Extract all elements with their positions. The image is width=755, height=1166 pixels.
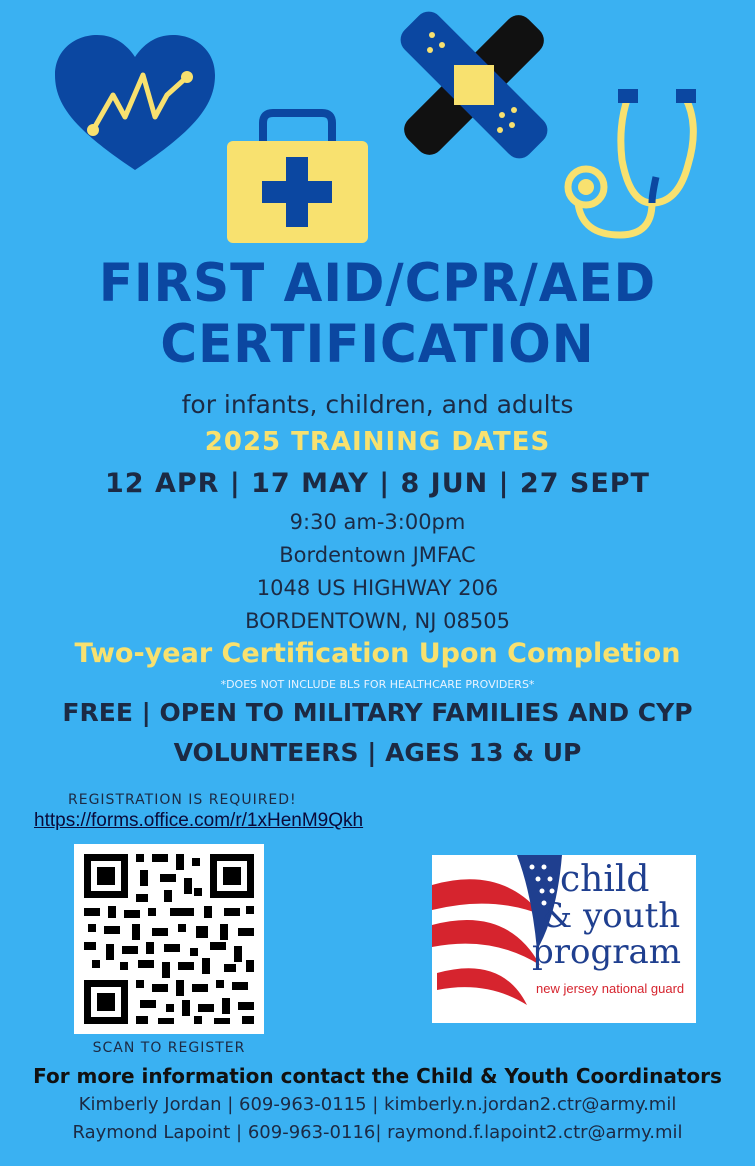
disclaimer: *DOES NOT INCLUDE BLS FOR HEALTHCARE PROVIDERS* (220, 678, 535, 691)
venue: Bordentown JMFAC (279, 543, 476, 567)
registration-note: REGISTRATION IS REQUIRED! (68, 792, 297, 808)
title-line-2: CERTIFICATION (160, 313, 595, 375)
qr-caption: SCAN TO REGISTER (92, 1040, 246, 1056)
training-heading: 2025 TRAINING DATES (204, 427, 551, 457)
first-aid-kit-icon (225, 105, 370, 245)
logo-line-3: program (532, 932, 682, 972)
qr-code-image (74, 844, 264, 1034)
registration-link[interactable]: https://forms.office.com/r/1xHenM9Qkh (34, 810, 364, 831)
subtitle: for infants, children, and adults (181, 390, 574, 419)
contact-heading: For more information contact the Child & Youth Coordinators (33, 1064, 722, 1088)
address: 1048 US HIGHWAY 206 (256, 576, 499, 600)
stethoscope-icon (560, 85, 720, 250)
bandage-icon (392, 5, 557, 165)
time: 9:30 am-3:00pm (289, 510, 466, 534)
contact-kimberly: Kimberly Jordan | 609-963-0115 | kimberly.n.jordan2.ctr@army.mil (78, 1094, 677, 1115)
eligibility-line-1: FREE | OPEN TO MILITARY FAMILIES AND CYP (62, 698, 693, 727)
training-dates: 12 APR | 17 MAY | 8 JUN | 27 SEPT (105, 468, 650, 499)
qr-code[interactable] (74, 844, 264, 1034)
eligibility-line-2: VOLUNTEERS | AGES 13 & UP (173, 738, 582, 767)
contact-raymond: Raymond Lapoint | 609-963-0116| raymond.f.lapoint2.ctr@army.mil (72, 1122, 683, 1143)
cyp-logo (432, 855, 696, 1023)
heart-monitor-icon (55, 35, 215, 175)
logo-line-2: & youth (542, 896, 681, 936)
logo-line-1: child (560, 859, 650, 900)
city: BORDENTOWN, NJ 08505 (245, 609, 510, 633)
certification-note: Two-year Certification Upon Completion (74, 638, 681, 669)
title-line-1: FIRST AID/CPR/AED (98, 252, 657, 314)
logo-line-4: new jersey national guard (536, 981, 685, 996)
